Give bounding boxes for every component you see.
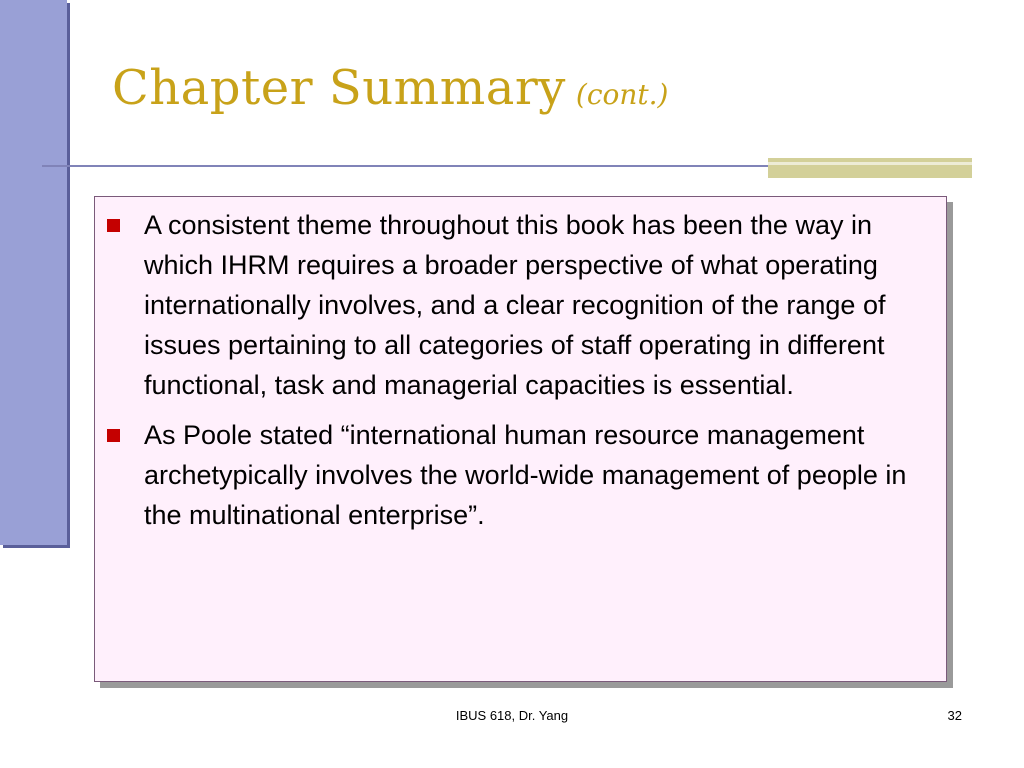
slide-title (112, 60, 669, 116)
content-box (94, 196, 947, 682)
title-main: Chapter Summary (112, 60, 566, 116)
page-number: 32 (947, 708, 962, 723)
title-suffix: (cont.) (575, 78, 669, 111)
left-decorative-bar (0, 0, 67, 545)
bullet-text: As Poole stated “international human resource management archetypically involves the world-wide management of people in the multinational enterprise”. (144, 420, 907, 530)
red-square-bullet-icon (107, 219, 120, 232)
bullet-item (107, 415, 922, 535)
bullet-text: A consistent theme throughout this book has been the way in which IHRM requires a broader perspective of what operating internationally involves, and a clear recognition of the range of issues pertaining to all categories of staff operating in different functional, task and managerial capacities is essential. (144, 210, 886, 400)
footer-course-label: IBUS 618, Dr. Yang (455, 708, 569, 723)
bullet-list (107, 205, 922, 545)
bullet-item (107, 205, 922, 405)
title-accent-block (768, 158, 972, 178)
red-square-bullet-icon (107, 429, 120, 442)
